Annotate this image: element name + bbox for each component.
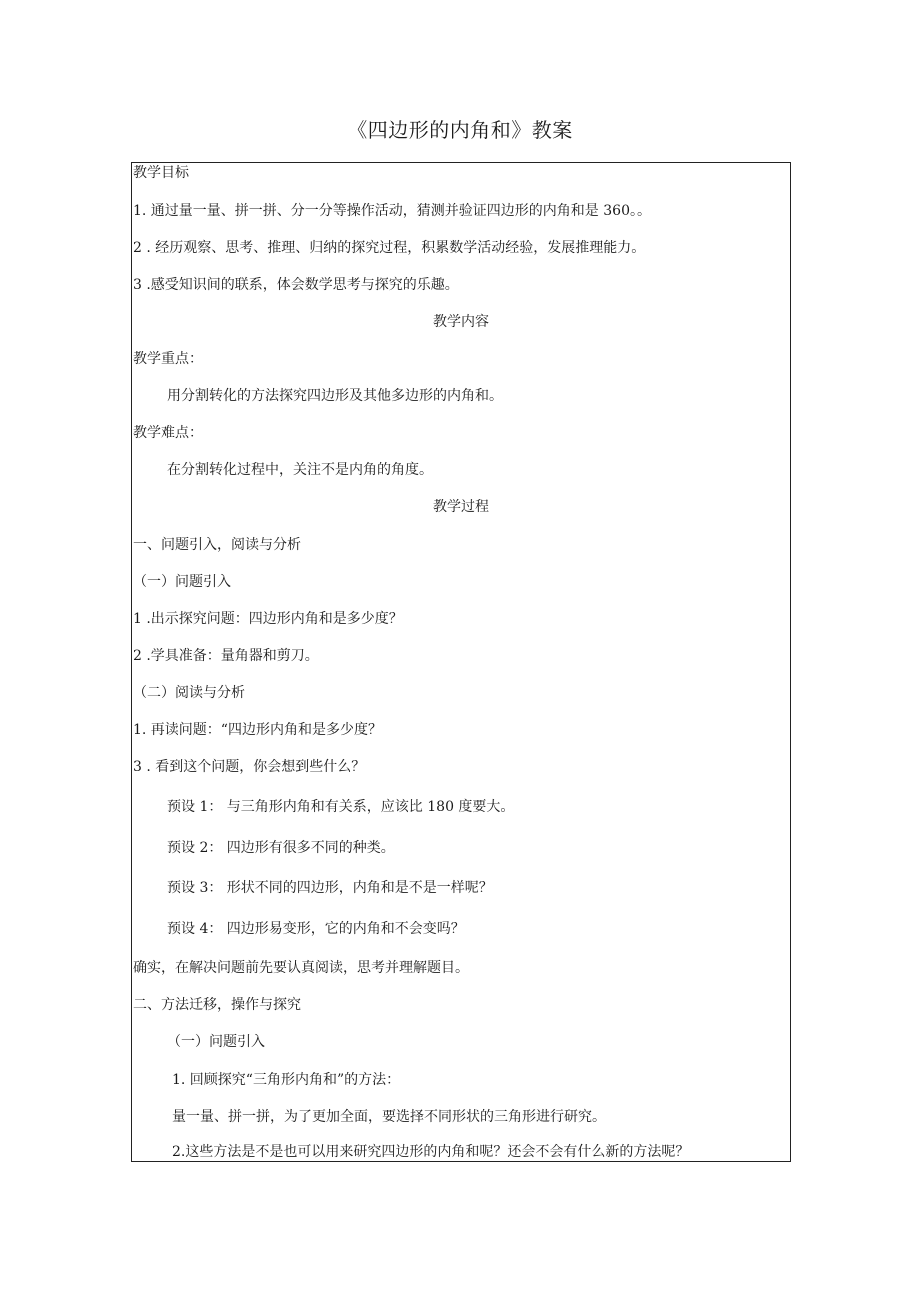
goal-1: 1. 通过量一量、拼一拼、分一分等操作活动，猜测并验证四边形的内角和是 360。。 (133, 203, 651, 219)
preset-3: 预设 3： 形状不同的四边形，内角和是不是一样呢？ (167, 880, 493, 896)
section-1-heading: 一、问题引入，阅读与分析 (133, 537, 301, 553)
label-key-point: 教学重点： (133, 351, 203, 367)
heading-teaching-goals: 教学目标 (133, 165, 189, 181)
section-2-heading: 二、方法迁移，操作与探究 (133, 997, 301, 1013)
heading-teaching-content: 教学内容 (433, 314, 489, 330)
list-item: 1 .出示探究问题：四边形内角和是多少度？ (133, 611, 403, 627)
list-item-text: 量一量、拼一拼，为了更加全面，要选择不同形状的三角形进行研究。 (172, 1109, 606, 1125)
preset-4: 预设 4： 四边形易变形，它的内角和不会变吗？ (167, 921, 465, 937)
label-difficulty: 教学难点： (133, 425, 203, 441)
preset-1: 预设 1： 与三角形内角和有关系，应该比 180 度要大。 (167, 799, 515, 815)
goal-3: 3 .感受知识间的联系，体会数学思考与探究的乐趣。 (133, 277, 459, 293)
difficulty-text: 在分割转化过程中，关注不是内角的角度。 (167, 462, 433, 478)
document-title: 《四边形的内角和》教案 (347, 118, 573, 142)
list-item: 2 .学具准备：量角器和剪刀。 (133, 648, 319, 664)
subsection-2-1: （一）问题引入 (167, 1034, 265, 1050)
list-item: 3 . 看到这个问题，你会想到些什么？ (133, 759, 366, 775)
list-item: 1. 再读问题：“四边形内角和是多少度？ (133, 722, 382, 738)
preset-2: 预设 2： 四边形有很多不同的种类。 (167, 840, 395, 856)
summary-text: 确实，在解决问题前先要认真阅读，思考并理解题目。 (133, 960, 469, 976)
key-point-text: 用分割转化的方法探究四边形及其他多边形的内角和。 (167, 388, 503, 404)
subsection-1-2: （二）阅读与分析 (133, 685, 245, 701)
subsection-1-1: （一）问题引入 (133, 574, 231, 590)
heading-teaching-process: 教学过程 (433, 499, 489, 515)
goal-2: 2 . 经历观察、思考、推理、归纳的探究过程，积累数学活动经验，发展推理能力。 (133, 240, 646, 256)
list-item: 1. 回顾探究“三角形内角和”的方法： (172, 1072, 401, 1088)
list-item: 2.这些方法是不是也可以用来研究四边形的内角和呢？还会不会有什么新的方法呢？ (172, 1144, 690, 1160)
